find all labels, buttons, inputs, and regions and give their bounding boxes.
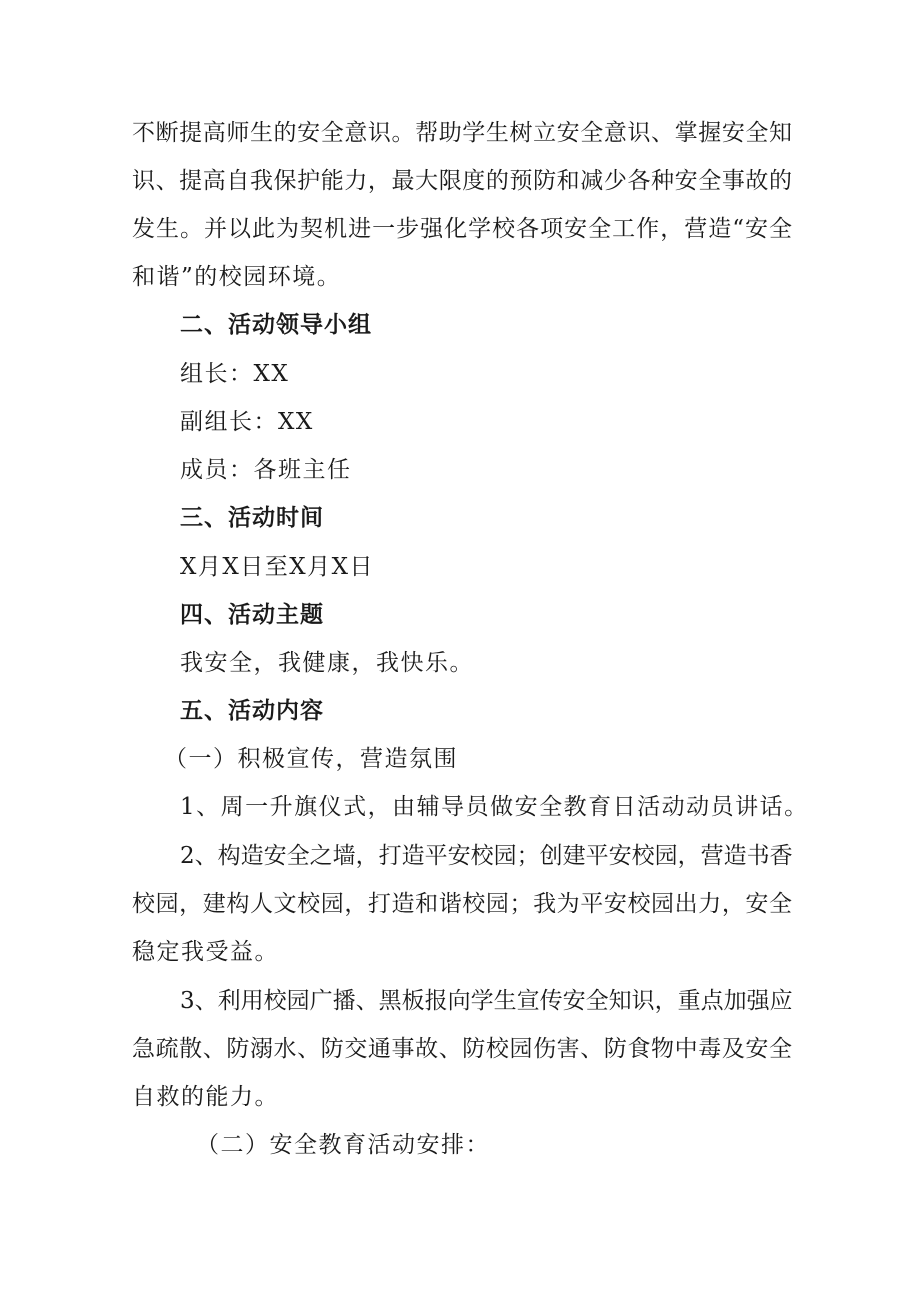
section-2-heading: 二、活动领导小组 — [180, 312, 372, 338]
intro-line-2: 识、提高自我保护能力，最大限度的预防和减少各种安全事故的 — [132, 168, 792, 194]
item-3-line-2: 急疏散、防溺水、防交通事故、防校园伤害、防食物中毒及安全 — [132, 1036, 792, 1062]
item-3-line-1: 3、利用校园广播、黑板报向学生宣传安全知识，重点加强应 — [180, 988, 793, 1014]
deputy-leader-line: 副组长：XX — [180, 409, 314, 435]
item-2-line-3: 稳定我受益。 — [132, 939, 279, 965]
item-1-line: 1、周一升旗仪式，由辅导员做安全教育日活动动员讲话。 — [180, 794, 809, 820]
item-3-line-3: 自救的能力。 — [132, 1084, 279, 1110]
subsection-2-heading: （二）安全教育活动安排： — [196, 1132, 490, 1158]
item-2-line-1: 2、构造安全之墙，打造平安校园；创建平安校园，营造书香 — [180, 843, 793, 869]
intro-line-4: 和谐”的校园环境。 — [132, 264, 342, 290]
section-4-heading: 四、活动主题 — [180, 602, 324, 628]
leader-line: 组长：XX — [180, 361, 290, 387]
activity-time-line: X月X日至X月X日 — [180, 554, 374, 580]
subsection-1-heading: （一）积极宣传，营造氛围 — [164, 746, 458, 772]
intro-line-3: 发生。并以此为契机进一步强化学校各项安全工作，营造“安全 — [132, 216, 792, 242]
item-2-line-2: 校园，建构人文校园，打造和谐校园；我为平安校园出力，安全 — [132, 891, 792, 917]
activity-theme-line: 我安全，我健康，我快乐。 — [180, 650, 474, 676]
intro-line-1: 不断提高师生的安全意识。帮助学生树立安全意识、掌握安全知 — [132, 120, 792, 146]
section-3-heading: 三、活动时间 — [180, 505, 324, 531]
members-line: 成员：各班主任 — [180, 457, 352, 483]
section-5-heading: 五、活动内容 — [180, 698, 324, 724]
